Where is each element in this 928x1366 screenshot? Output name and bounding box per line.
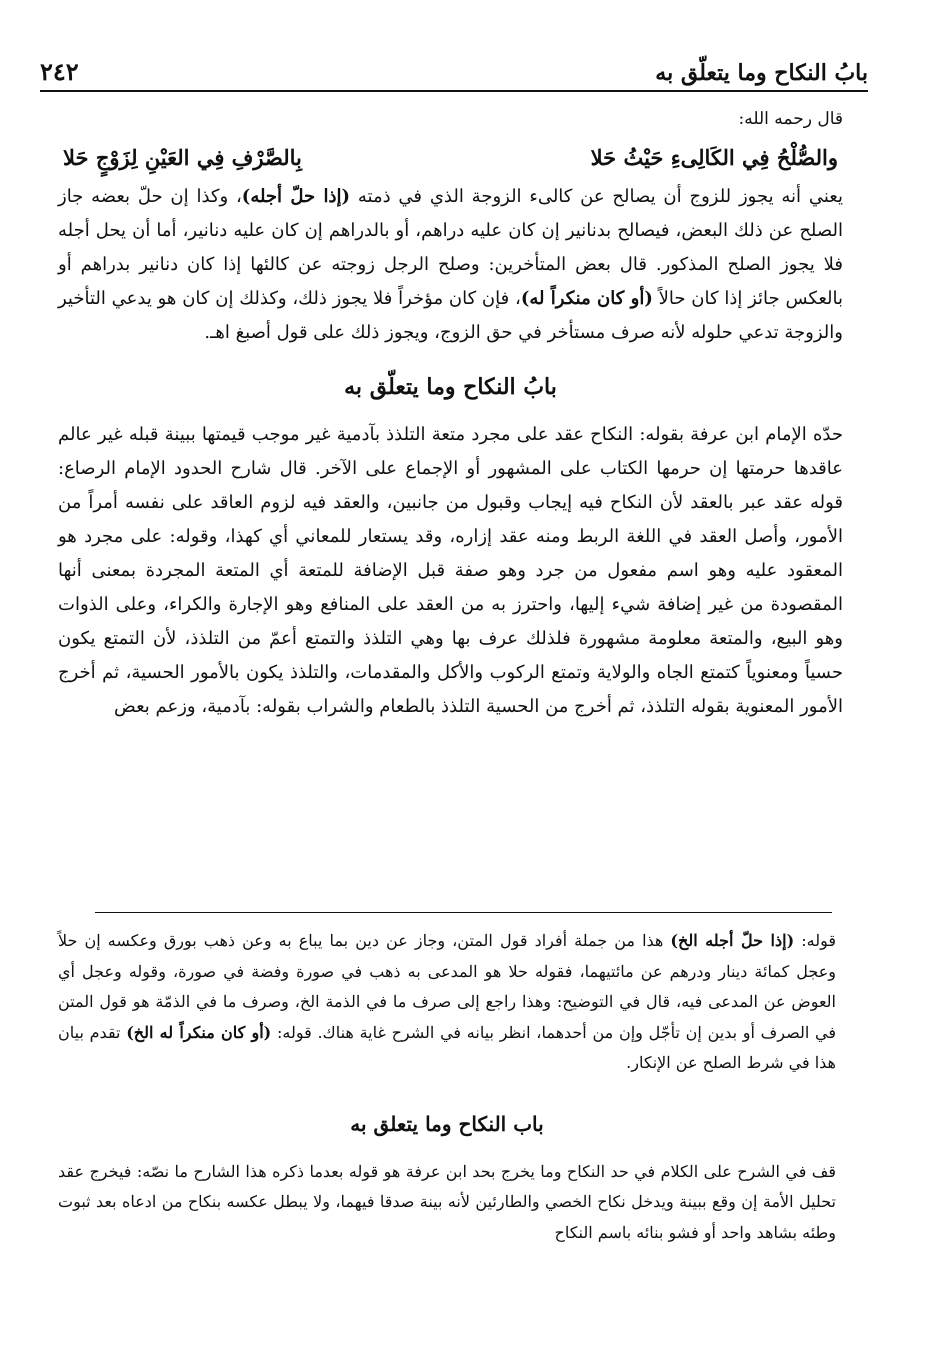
commentary-text-2: ، وكذا إن حلّ بعضه جاز الصلح عن ذلك البعض، فيصالح بدنانير إن كان عليه دراهم، أو بالدراهم إن كان عليه دنانير، أما أن يحل أجله فلا يجوز الصلح المذكور. قال بعض المتأخرين: وصلح الرجل زوجته عن كالئها إذا كان دنانير بدراهم أو بالعكس جائز إذا كان حالاً — [58, 186, 843, 309]
footnote-lead: قوله: — [801, 931, 836, 950]
footnote-quote-1: (إذا حلّ أجله الخ) — [670, 931, 795, 950]
commentary-quote-2: (أو كان منكراً له) — [520, 288, 653, 309]
commentary-text-1: يعني أنه يجوز للزوج أن يصالح عن كالىء الزوجة الذي في ذمته — [357, 186, 843, 207]
footnote-body: قف في الشرح على الكلام في حد النكاح وما يخرج بحد ابن عرفة هو قوله بعدما ذكره هذا الشارح ما نصّه: فيخرج عقد تحليل الأمة إن وقع ببينة ويدخل نكاح الخصي والطارئين لأنه بينة صدقا فيهما، ولا يبطل عكسه بنكاح من ادعاه بعد ثبوت وطئه بشاهد واحد أو فشو بنائه باسم النكاح — [58, 1161, 836, 1242]
intro-line: قال رحمه الله: — [738, 109, 843, 129]
section-heading: بابُ النكاح وما يتعلّق به — [344, 374, 557, 400]
main-text — [58, 100, 843, 724]
footnote-divider — [95, 912, 832, 913]
footnote-text-2: تقدم بيان هذا في شرط الصلح عن الإنكار. — [58, 1022, 836, 1072]
footnote-paragraph — [58, 926, 836, 1079]
footnote-text-1: هذا من جملة أفراد قول المتن، وجاز عن دين بما يباع به وعن ذهب بورق وعكسه إن حلاً وعجل كمائة دينار ودرهم عن مائتيهما، فقوله حلا هو المدعى به ذهب في صورة وفضة في صورة، وقوله وعجل أي العوض عن المدعى فيه، قال في التوضيح: وهذا راجع إلى صرف ما في الذمة الخ، وصرف ما في الذمّة هو قول المتن في الصرف أو بدين إن تأجّل وإن من أحدهما، انظر بيانه في الشرح غاية هناك. قوله: — [58, 931, 837, 1042]
commentary-quote-1: (إذا حلّ أجله) — [241, 186, 351, 207]
verse-second-hemistich: بِالصَّرْفِ فِي العَيْنِ لِزَوْجٍ حَلا — [63, 145, 302, 170]
footnote-heading: باب النكاح وما يتعلق به — [350, 1111, 544, 1136]
section-body: حدّه الإمام ابن عرفة بقوله: النكاح عقد على مجرد متعة التلذذ بآدمية غير موجب قيمتها ببينة قبله غير عالم عاقدها حرمتها إن حرمها الكتاب على المشهور أو الإجماع على الآخر. قال شارح الحدود الإمام الرصاع: قوله عقد عبر بالعقد لأن النكاح فيه إيجاب وقبول من جانبين، والعقد فيه لزوم العاقد على نفسه أمراً من الأمور، وأصل العقد في اللغة الربط ومنه عقد إزاره، وقد يستعار للمعاني أي كهذا، وقوله: على مجرد هو المعقود عليه وهو اسم مفعول من جرد وهو صفة قبل الإضافة للمتعة أي المتعة المجردة بمعنى أنها المقصودة من غير إضافة شيء إليها، واحترز به من العقد على المنافع وهو الإجارة والكراء، وعلى الذوات وهو البيع، والمتعة معلومة مشهورة فلذلك عرف بها وهي التلذذ والتمتع أعمّ من التلذذ، لأن التمتع يكون حسياً ومعنوياً كتمتع الجاه والولاية وتمتع الركوب والأكل والمقدمات، والتلذذ يكون بالأمور الحسية، ثم أخرج الأمور المعنوية بقوله التلذذ، ثم أخرج من الحسية التلذذ بالطعام والشراب بقوله: بآدمية، وزعم بعض — [58, 424, 843, 717]
commentary-paragraph — [58, 180, 843, 350]
running-title: بابُ النكاح وما يتعلّق به — [655, 60, 868, 86]
footnote-quote-2: (أو كان منكراً له الخ) — [126, 1022, 272, 1042]
page-header — [40, 50, 868, 92]
footnotes — [58, 926, 836, 1248]
page-number: ٢٤٢ — [40, 57, 79, 86]
poem-verse — [63, 140, 838, 176]
commentary-text-3: ، فإن كان مؤخراً فلا يجوز ذلك، وكذلك إن كان هو يدعي التأخير والزوجة تدعي حلوله لأنه صرف مستأخر في حق الزوج، ويجوز ذلك على قول أصبغ اهـ. — [58, 288, 843, 343]
verse-first-hemistich: والصُّلْحُ فِي الكَالِىءِ حَيْثُ حَلا — [590, 145, 838, 170]
